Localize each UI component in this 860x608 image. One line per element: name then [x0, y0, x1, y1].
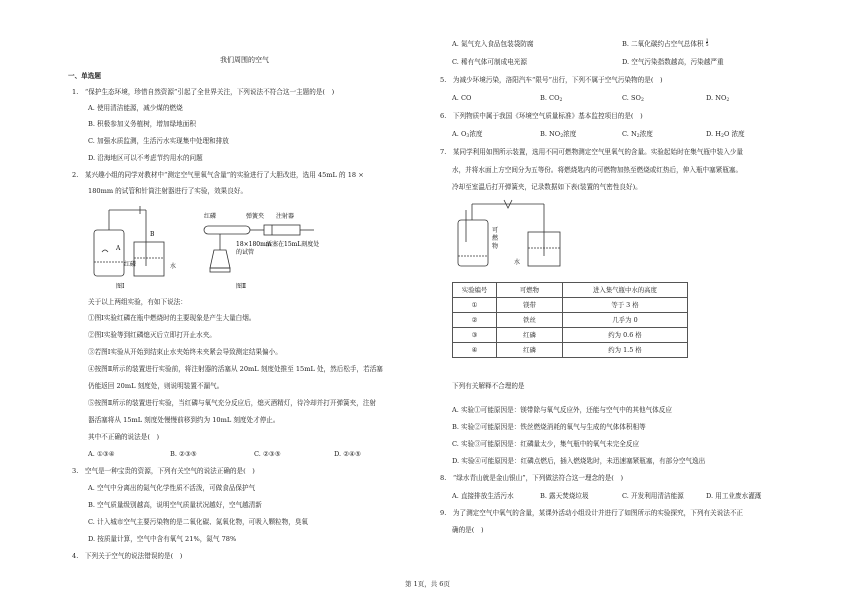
table-cell: 约为 1.5 格: [563, 343, 688, 358]
q7-stem-line2: 水，并将水面上方空间分为五等份。将燃烧匙内的可燃物加热至燃烧或红热后，伸入瓶中塞紧瓶塞。: [452, 166, 743, 174]
table-cell: 镁带: [497, 298, 563, 313]
q5-option-d: [706, 94, 729, 102]
q2-option-a: A. ①③④: [88, 450, 115, 458]
q1-option-c: C. 加强水质监测，生活污水实现集中处理和排放: [88, 137, 229, 145]
q2-option-c: C. ②③⑤: [254, 450, 281, 458]
q7-option-a: A. 实验①可能原因是：镁带除与氧气反应外，还能与空气中的其他气体反应: [452, 406, 672, 414]
q2-statement-1: ①图Ⅰ实验红磷在瓶中燃烧时的主要现象是产生大量白烟。: [88, 314, 256, 322]
q6-d-sub: 2: [721, 134, 724, 139]
q2-statement-4b: 仍能返回 20mL 刻度处，则说明装置不漏气。: [88, 382, 224, 390]
q7-fig-fuel-1: 可: [492, 227, 499, 234]
fig1-label-a: A: [116, 245, 121, 252]
q1-option-a: A. 使用清洁能源，减少煤的燃烧: [88, 104, 183, 112]
page-footer: 第 1页，共 6页: [405, 580, 450, 588]
q6-d-tail: O 浓度: [723, 130, 745, 138]
table-cell: 几乎为 0: [563, 313, 688, 328]
table-row: [453, 313, 688, 328]
q4-option-b-fraction: [706, 40, 709, 48]
q2-option-b: B. ②③⑤: [170, 450, 197, 458]
table-header-cell: 实验编号: [453, 283, 497, 298]
q6-b-text: B. NO: [540, 130, 561, 138]
table-cell: 红磷: [497, 343, 563, 358]
doc-title: 我们周围的空气: [220, 56, 269, 64]
q6-option-c: [622, 130, 653, 138]
table-row: [453, 298, 688, 313]
fig1-label-red-p: 红磷: [124, 261, 137, 268]
table-cell: 等于 3 格: [563, 298, 688, 313]
fig1-label-water: 水: [170, 263, 177, 270]
q5-d-sub: 2: [726, 98, 730, 103]
q5-b-sub: 2: [559, 98, 563, 103]
q6-a-text: A. O: [452, 130, 467, 138]
q6-stem: 6. 下列物质中属于我国《环境空气质量标准》基本监控项目的是( ): [440, 112, 643, 120]
q5-stem: 5. 为减少环境污染，洛阳汽车“限号”出行，下列不属于空气污染物的是( ): [440, 76, 663, 84]
q2-intro: 关于以上两组实验，有如下说法：: [88, 298, 187, 306]
table-cell: 铁丝: [497, 313, 563, 328]
table-cell: ①: [453, 298, 497, 313]
fig1-label-b: B: [150, 231, 155, 238]
q5-option-c: [622, 94, 644, 102]
q7-figure: [452, 196, 572, 274]
q6-c-tail: 浓度: [639, 130, 653, 138]
q6-a-sub: 3: [466, 134, 470, 139]
q6-a-tail: 浓度: [469, 130, 483, 138]
q2-figure: [86, 200, 326, 292]
table-row: [453, 328, 688, 343]
figure-2-apparatus: [204, 225, 314, 272]
q1-option-b: B. 积极参加义务植树，增加绿地面积: [88, 120, 196, 128]
q3-option-c: C. 计入城市空气主要污染物的是二氧化碳、氮氧化物，可吸入颗粒物，臭氧: [88, 518, 309, 526]
q2-ask: 其中不正确的说法是( ): [88, 433, 160, 441]
q7-fig-water: 水: [514, 259, 521, 266]
fig2-label-piston: 活塞在15mL刻度处: [266, 241, 320, 248]
q4-option-a: A. 氮气充入食品包装袋防腐: [452, 40, 534, 48]
q6-option-a: [452, 130, 483, 138]
fig2-label-clamp: 弹簧夹: [246, 213, 265, 220]
q4-option-c: C. 稀有气体可制成电光源: [452, 58, 527, 66]
q6-option-d: [706, 130, 745, 138]
q4-option-b: [622, 40, 708, 48]
table-header-cell: 进入集气瓶中水的高度: [563, 283, 688, 298]
q2-stem-line2: 180mm 的试管和针筒注射器进行了实验，效果良好。: [88, 187, 248, 195]
q3-option-b: B. 空气质量级别越高，说明空气质量状况越好，空气越清新: [88, 501, 262, 509]
q6-c-sub: 2: [636, 134, 640, 139]
q7-stem-line1: 7. 某同学利用如图所示装置，选用不同可燃物测定空气里氧气的含量。实验起始时在集气瓶中装入少量: [440, 148, 744, 156]
q4-stem: 4. 下列关于空气的说法错误的是( ): [72, 552, 183, 560]
q4-option-d: D. 空气污染指数越高，污染越严重: [622, 58, 724, 66]
q6-b-sub: 2: [560, 134, 564, 139]
q2-statement-4a: ④按图Ⅱ所示的装置进行实验前，将注射器的活塞从 20mL 刻度处推至 15mL 处，然后松手，若活塞: [88, 365, 383, 373]
q6-c-text: C. N: [622, 130, 637, 138]
q5-d-text: D. NO: [706, 94, 727, 102]
q7-option-b: B. 实验②可能原因是：铁丝燃烧消耗的氧气与生成的气体体积相等: [452, 423, 646, 431]
fig2-label-tube2: 的试管: [236, 249, 255, 256]
q1-option-d: D. 沿海地区可以不考虑节约用水的问题: [88, 154, 203, 162]
q6-d-text: D. H: [706, 130, 721, 138]
q8-option-b: B. 露天焚烧垃圾: [540, 492, 589, 500]
fig2-label-red-p: 红磷: [204, 213, 217, 220]
q9-stem-line2: 确的是( ): [452, 526, 484, 534]
table-cell: ③: [453, 328, 497, 343]
q2-statement-5a: ⑤按图Ⅱ所示的装置进行实验，当红磷与氧气充分反应后，熄灭酒精灯，待冷却并打开弹簧夹，注射: [88, 399, 377, 407]
table-cell: 红磷: [497, 328, 563, 343]
q1-stem: 1. “保护生态环境，珍惜自然资源”引起了全世界关注，下列说法不符合这一主题的是( ): [72, 88, 335, 96]
q9-stem-line1: 9. 为了测定空气中氧气的含量，某课外活动小组设计并进行了如图所示的实验探究，下列有关说法不正: [440, 509, 744, 517]
q2-stem-line1: 2. 某兴趣小组的同学对教材中“测定空气里氧气含量”的实验进行了大胆改进，选用 45mL 的 18 ×: [72, 171, 364, 179]
q7-option-c: C. 实验③可能原因是：红磷量太少，集气瓶中的氧气未完全反应: [452, 440, 640, 448]
fraction-denominator: 5: [705, 43, 709, 48]
table-header-row: [453, 283, 688, 298]
q7-stem-line3: 冷却至室温后打开弹簧夹，记录数据如下表(装置的气密性良好)。: [452, 183, 642, 191]
q2-statement-3: ③若图Ⅰ实验从开始到结束止水夹始终未夹紧会导致测定结果偏小。: [88, 348, 282, 356]
q2-statement-5b: 器活塞将从 15mL 刻度处慢慢前移到约为 10mL 刻度处才停止。: [88, 416, 280, 424]
q3-stem: 3. 空气是一种宝贵的资源，下列有关空气的说法正确的是( ): [72, 467, 255, 475]
q7-data-table: [452, 282, 688, 358]
q3-option-a: A. 空气中分离出的氮气化学性质不活泼，可做食品保护气: [88, 484, 256, 492]
q5-option-a: A. CO: [452, 94, 472, 102]
table-cell: 约为 0.6 格: [563, 328, 688, 343]
fig2-caption: 图Ⅱ: [236, 283, 247, 290]
table-cell: ②: [453, 313, 497, 328]
q6-b-tail: 浓度: [563, 130, 577, 138]
q8-option-d: D. 用工业废水灌溉: [706, 492, 762, 500]
q2-option-d: D. ②④⑤: [334, 450, 361, 458]
q5-c-sub: 2: [640, 98, 644, 103]
q7-fig-fuel-3: 物: [492, 243, 499, 250]
fraction-numerator: 1: [705, 39, 709, 44]
q8-option-c: C. 开发利用清洁能源: [622, 492, 684, 500]
q7-fig-fuel-2: 燃: [492, 235, 499, 242]
q5-c-text: C. SO: [622, 94, 641, 102]
q3-option-d: D. 按质量计算，空气中含有氧气 21%，氮气 78%: [88, 535, 237, 543]
q4-option-b-text: B. 二氧化碳约占空气总体积: [622, 40, 704, 48]
table-cell: ④: [453, 343, 497, 358]
q7-ask: 下列有关解释不合理的是: [452, 382, 525, 390]
q5-option-b: [540, 94, 562, 102]
table-row: [453, 343, 688, 358]
q6-option-b: [540, 130, 576, 138]
fig1-caption: 图Ⅰ: [116, 283, 125, 290]
q8-option-a: A. 直接排放生活污水: [452, 492, 514, 500]
q7-option-d: D. 实验④可能原因是：红磷点燃后，插入燃烧匙时，未迅速塞紧瓶塞，有部分空气逸出: [452, 457, 706, 465]
q8-stem: 8. “绿水青山就是金山银山”，下列做法符合这一理念的是( ): [440, 474, 624, 482]
table-header-cell: 可燃物: [497, 283, 563, 298]
section-heading: 一、单选题: [68, 72, 101, 80]
q2-statement-2: ②图Ⅰ实验等到红磷熄灭后立即打开止水夹。: [88, 331, 216, 339]
fig2-label-tube: 18×180mm: [236, 241, 272, 248]
q5-b-text: B. CO: [540, 94, 560, 102]
fig2-label-syringe: 注射器: [276, 213, 295, 220]
